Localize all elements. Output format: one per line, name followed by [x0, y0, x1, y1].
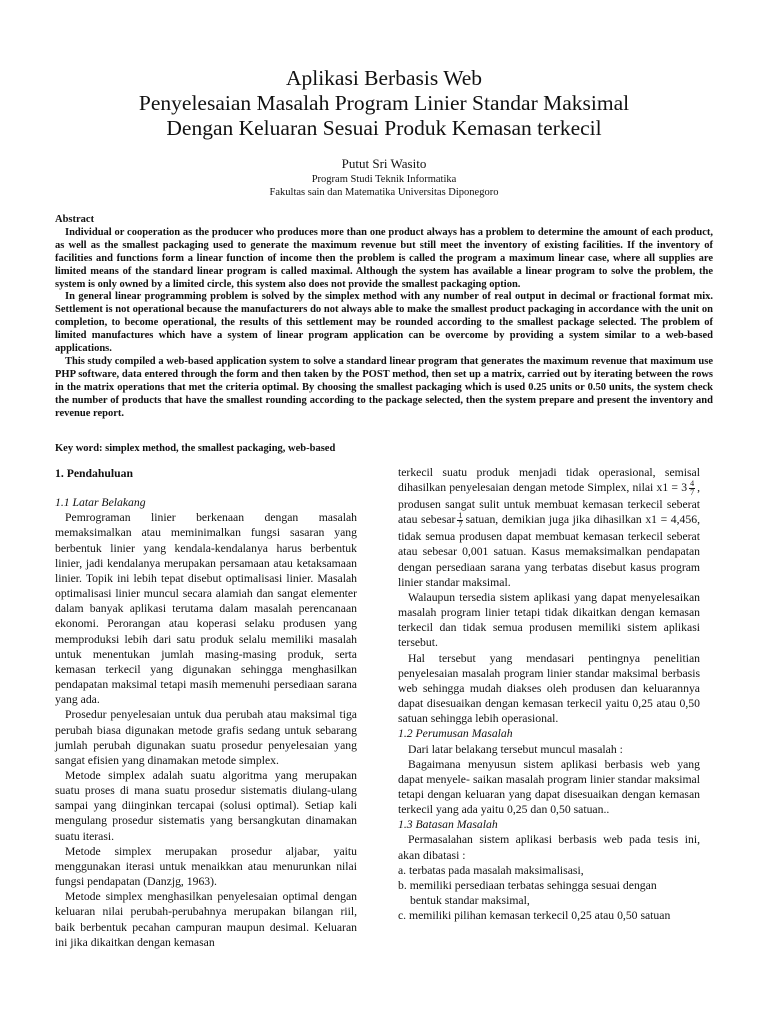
- abstract: [55, 214, 713, 421]
- body-paragraph-fraction-example: terkecil suatu produk menjadi tidak operasional, semisal dihasilkan penyelesaian dengan metode Simplex, nilai x1 = 3 $\frac{4}{7}$ , produsen sangat sulit untuk membuat kemasan terkecil seberat atau sebesar $\frac{1}{7}$ satuan, demikian juga jika dihasilkan x1 = 4,456, tidak semua produsen dapat membuat kemasan terkecil seberat atau sebesar 0,001 satuan. Kasus memaksimalkan pendapatan dengan persediaan sarana yang terbatas disebut kasus program linier standar maksimal.: [398, 466, 700, 589]
- body-paragraph: Bagaimana menyusun sistem aplikasi berbasis web yang dapat menyele- saikan masalah program linier standar maksimal tetapi dengan keluaran yang dapat disesuaikan dengan kemasan terkecil yang ada yaitu 0,25 dan 0,50 satuan..: [398, 757, 700, 817]
- body-paragraph: Hal tersebut yang mendasari pentingnya penelitian penyelesaian masalah program linier standar maksimal berbasis web sehingga mudah diakses oleh produsen dan keluarannya dapat disesuaikan dengan kemasan terkecil yaitu 0,25 atau 0,50 satuan sehingga lebih operasional.: [398, 651, 700, 726]
- abstract-paragraph-2: In general linear programming problem is solved by the simplex method with any number of real output in decimal or fractional format mix. Settlement is not operational because the manufacturers do not always able to make the smallest product packaging in accordance with the unit on completion, to become operational, the results of this settlement may be rounded according to the smallest package selected. The problem of limited manufactures which have a system of linear program application can be overcome by providing a system similar to a web-based applications.: [55, 291, 713, 355]
- section-heading-pendahuluan: 1. Pendahuluan: [55, 467, 133, 480]
- affiliation-program: Program Studi Teknik Informatika: [311, 174, 457, 185]
- left-column: [55, 466, 357, 950]
- title-line-2: Penyelesaian Masalah Program Linier Standar Maksimal: [138, 91, 630, 115]
- body-paragraph: Prosedur penyelesaian untuk dua perubah atau maksimal tiga perubah biasa digunakan metode grafis sedang untuk sebarang jumlah perubah digunakan suatu prosedur penyelesaian yang sangat efisien yang dinamakan metode simplex.: [55, 708, 357, 767]
- body-paragraph: Permasalahan sistem aplikasi berbasis web pada tesis ini, akan dibatasi :: [398, 833, 700, 862]
- abstract-paragraph-3: This study compiled a web-based application system to solve a standard linear program that generates the maximum revenue that maximum use PHP software, data entered through the form and then taken by the POST method, then set up a matrix, carried out by iterating between the rows in the matrix operations that met the criteria optimal. By choosing the smallest packaging which is used 0.25 units or 0.50 units, the system check the number of products that have the smallest rounding according to the package selected, then the system prepare and present the inventory and revenue report.: [55, 355, 713, 419]
- paper-title: [0, 66, 768, 141]
- keywords: Key word: simplex method, the smallest packaging, web-based: [55, 443, 336, 454]
- body-paragraph: Pemrograman linier berkenaan dengan masalah memaksimalkan atau meminimalkan fungsi sasaran yang berbentuk linier yang kendala-kendalanya harus berbentuk linier, jadi kendalanya merupakan persamaan atau ketaksamaan linier. Topik ini lebih tepat disebut optimalisasi linier. Masalah optimalisasi linier muncul secara alamiah dan sangat elementer dalam banyak aplikasi terutama dalam masalah perencanaan ekonomi. Perorangan atau koperasi selaku produsen yang memproduksi lebih dari satu produk selalu memiliki masalah untuk menentukan jumlah masing-masing produk, serta kemasan terkecil yang digunakan sehingga menghasilkan pendapatan maksimal tetapi masih memenuhi persediaan sarana yang ada.: [55, 511, 357, 707]
- author-name: Putut Sri Wasito: [341, 156, 427, 171]
- list-item: a. terbatas pada masalah maksimalisasi,: [398, 863, 584, 877]
- fraction-four-sevenths: $\frac{4}{7}$: [690, 479, 695, 498]
- body-paragraph: Metode simplex menghasilkan penyelesaian optimal dengan keluaran nilai perubah-perubahnya merupakan bilangan riil, baik berbentuk pecahan campuran maupun desimal. Keluaran ini jika dikaitkan dengan kemasan: [55, 890, 357, 949]
- fraction-one-seventh: $\frac{1}{7}$: [458, 511, 463, 530]
- list-item: c. memiliki pilihan kemasan terkecil 0,25 atau 0,50 satuan: [398, 909, 671, 923]
- subsection-perumusan-masalah: 1.2 Perumusan Masalah: [398, 727, 513, 741]
- affiliation-faculty: Fakultas sain dan Matematika Universitas Diponegoro: [269, 187, 499, 198]
- list-item: b. memiliki persediaan terbatas sehingga sesuai dengan: [398, 878, 657, 892]
- body-paragraph: Metode simplex adalah suatu algoritma yang merupakan suatu proses di mana suatu prosedur sistematis diulang-ulang sampai yang diinginkan tercapai (solusi optimal). Setiap kali mengulang prosedur sistematis yang bersangkutan dinamakan suatu iterasi.: [55, 768, 357, 843]
- subsection-batasan-masalah: 1.3 Batasan Masalah: [398, 818, 498, 832]
- title-line-3: Dengan Keluaran Sesuai Produk Kemasan terkecil: [166, 116, 602, 140]
- body-paragraph: Walaupun tersedia sistem aplikasi yang dapat menyelesaikan masalah program linier tetapi tidak dikaitkan dengan kemasan terkecil dan tidak semua produsen memiliki sistem aplikasi tersebut.: [398, 590, 700, 650]
- body-paragraph: Dari latar belakang tersebut muncul masalah :: [408, 742, 623, 756]
- abstract-paragraph-1: Individual or cooperation as the producer who produces more than one product always has a problem to determine the amount of each product, as well as the smallest packaging used to generate the maximum revenue but still meet the inventory of existing facilities. If the inventory of facilities and functions form a linear function of income then the problem is called the program a maximum linear case, where all supplies are limited means of the standard linear program is called maximal. Although the system has available a linear program to solve the problem, the system is only owned by a limited circle, this system also does not provide the smallest packaging option.: [55, 226, 713, 290]
- subsection-latar-belakang: 1.1 Latar Belakang: [55, 496, 146, 510]
- title-line-1: Aplikasi Berbasis Web: [285, 66, 483, 90]
- abstract-heading: Abstract: [55, 214, 95, 225]
- list-item-continuation: bentuk standar maksimal,: [410, 894, 530, 908]
- right-column: [398, 465, 700, 923]
- body-paragraph: Metode simplex merupakan prosedur aljabar, yaitu menggunakan iterasi untuk menaikkan atau menurunkan nilai fungsi pendapatan (Danzjg, 1963).: [55, 844, 357, 889]
